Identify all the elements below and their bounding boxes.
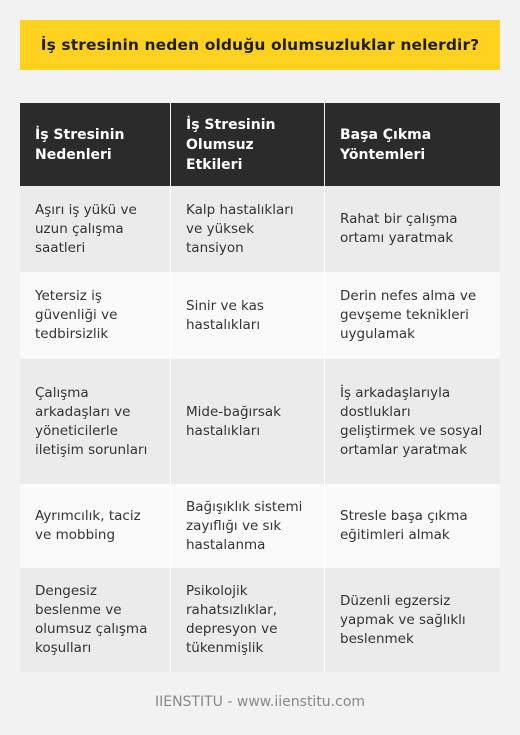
title-banner	[20, 20, 500, 70]
table-cell: Mide-bağırsak hastalıkları	[171, 359, 325, 484]
table-cell: İş arkadaşlarıyla dostlukları geliştirmek ve sosyal ortamlar yaratmak	[340, 384, 483, 458]
table-cell: Çalışma arkadaşları ve yöneticilerle iletişim sorunları	[20, 359, 171, 484]
table-header-cell: İş Stresinin Nedenleri	[20, 103, 171, 186]
table-cell: Derin nefes alma ve gevşeme teknikleri uygulamak	[340, 288, 477, 342]
table-cell: Bağışıklık sistemi zayıflığı ve sık hastalanma	[171, 484, 325, 568]
table-cell: Rahat bir çalışma ortamı yaratmak	[340, 211, 458, 246]
table-row	[20, 272, 500, 359]
table-row	[20, 484, 500, 568]
table-header-cell: İş Stresinin Olumsuz Etkileri	[171, 103, 325, 186]
table-cell: Sinir ve kas hastalıkları	[171, 272, 325, 359]
comparison-table	[20, 103, 500, 672]
table-row	[20, 359, 500, 484]
table-row	[20, 568, 500, 672]
table-row	[20, 186, 500, 272]
table-header-row	[20, 103, 500, 186]
table-cell: Aşırı iş yükü ve uzun çalışma saatleri	[20, 186, 171, 272]
table-cell: Düzenli egzersiz yapmak ve sağlıklı beslenmek	[340, 592, 466, 647]
table-cell: Yetersiz iş güvenliği ve tedbirsizlik	[20, 272, 171, 359]
table-cell: Dengesiz beslenme ve olumsuz çalışma koşulları	[20, 568, 171, 672]
table-cell: Kalp hastalıkları ve yüksek tansiyon	[171, 186, 325, 272]
table-cell: Stresle başa çıkma eğitimleri almak	[340, 508, 468, 543]
table-cell: Psikolojik rahatsızlıklar, depresyon ve tükenmişlik	[171, 568, 325, 672]
table-cell: Ayrımcılık, taciz ve mobbing	[20, 484, 171, 568]
footer-credit: IIENSTITU - www.iienstitu.com	[154, 694, 366, 710]
page-title: İş stresinin neden olduğu olumsuzluklar nelerdir?	[40, 36, 480, 54]
table-header-cell: Başa Çıkma Yöntemleri	[340, 126, 432, 163]
